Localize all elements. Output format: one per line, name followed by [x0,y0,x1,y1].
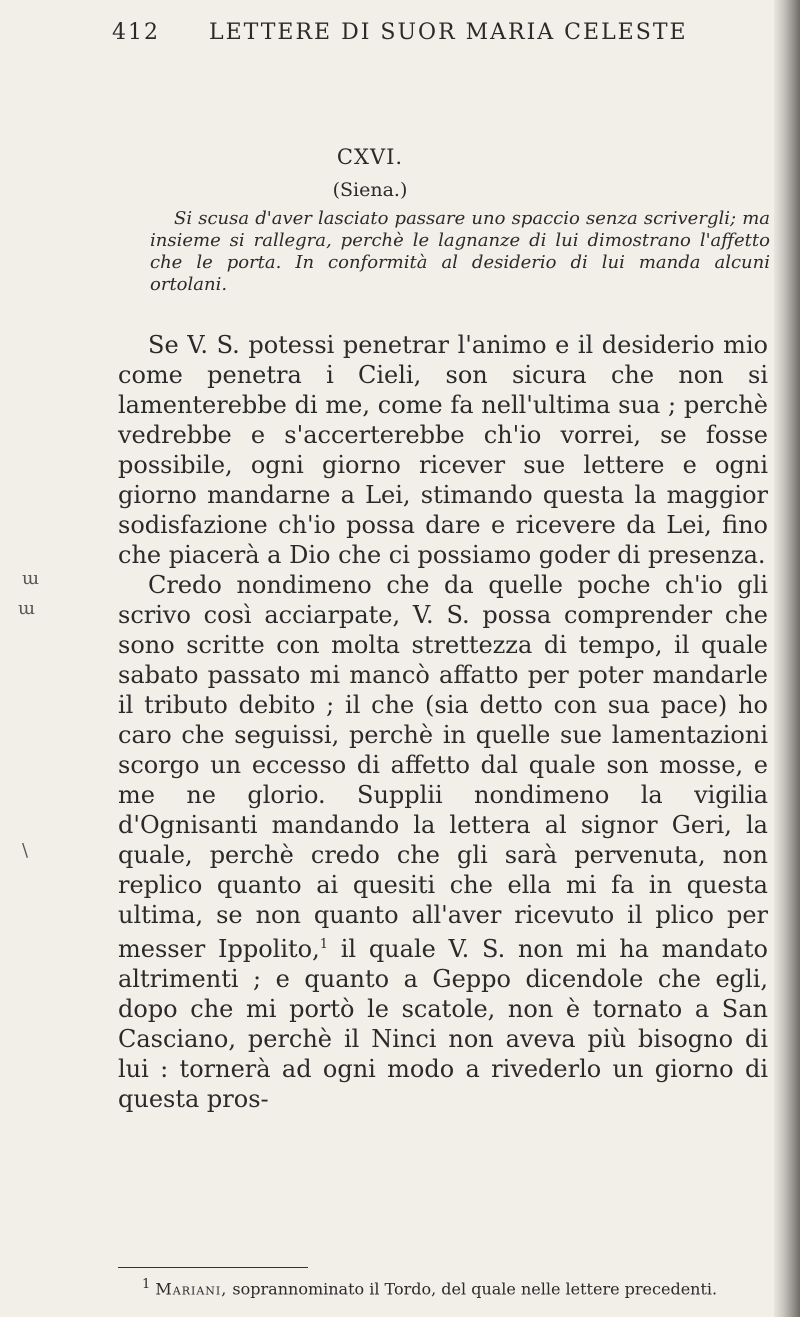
footnote-divider [118,1267,308,1268]
paragraph-text: il quale V. S. non mi ha mandato altrimenti ; e quanto a Geppo dicendole che egli, dopo che mi portò le scatole, non è tornato a San Casciano, perchè il Ninci non aveva più bisogno di lui : tornerà ad ogni modo a rivederlo un giorno di questa pros- [118,935,768,1113]
letter-number: CXVI. [336,145,404,169]
footnote-author: Mariani, [155,1279,228,1299]
running-header [112,20,688,45]
letter-body [118,330,768,1114]
page-number: 412 [112,20,160,45]
footnote-reference: 1 [319,937,329,952]
letter-place: (Siena.) [332,179,408,201]
paragraph-text: Credo nondimeno che da quelle poche ch'io gli scrivo così acciarpate, V. S. possa comprender che sono scritte con molta strettezza di tempo, il quale sabato passato mi mancò affatto per poter mandarle il tributo debito ; il che (sia detto con sua pace) ho caro che seguissi, perchè in quelle sue lamentazioni scorgo un eccesso di affetto dal quale son mosse, e me ne glorio. Supplii nondimeno la vigilia d'Ognisanti mandando la lettera al signor Geri, la quale, perchè credo che gli sarà pervenuta, non replico quanto ai quesiti che ella mi fa in questa ultima, se non quanto all'aver ricevuto il plico per messer Ippolito, [118,571,768,963]
handwritten-margin-note: ɯ [18,598,36,619]
running-title: LETTERE DI SUOR MARIA CELESTE [209,20,688,45]
footnote-marker: 1 [142,1277,151,1292]
page-edge-shadow [774,0,800,1317]
footnote-text: soprannominato il Tordo, del quale nelle lettere precedenti. [227,1279,718,1299]
handwritten-margin-note: \ [22,840,29,861]
paragraph: Se V. S. potessi penetrar l'animo e il desiderio mio come penetra i Cieli, son sicura che non si lamenterebbe di me, come fa nell'ultima sua ; perchè vedrebbe e s'accerterebbe ch'io vorrei, se fosse possibile, ogni giorno ricever sue lettere e ogni giorno mandarne a Lei, stimando questa la maggior sodisfazione ch'io possa dare e ricevere da Lei, fino che piacerà a Dio che ci possiamo goder di presenza. [118,331,768,569]
paragraph [118,570,768,1114]
footnote [118,1274,768,1299]
handwritten-margin-note: ɯ [22,568,40,589]
letter-summary: Si scusa d'aver lasciato passare uno spaccio senza scrivergli; ma insieme si rallegra, perchè le lagnanze di lui dimostrano l'affetto che le porta. In conformità al desiderio di lui manda alcuni ortolani. [150,208,770,295]
